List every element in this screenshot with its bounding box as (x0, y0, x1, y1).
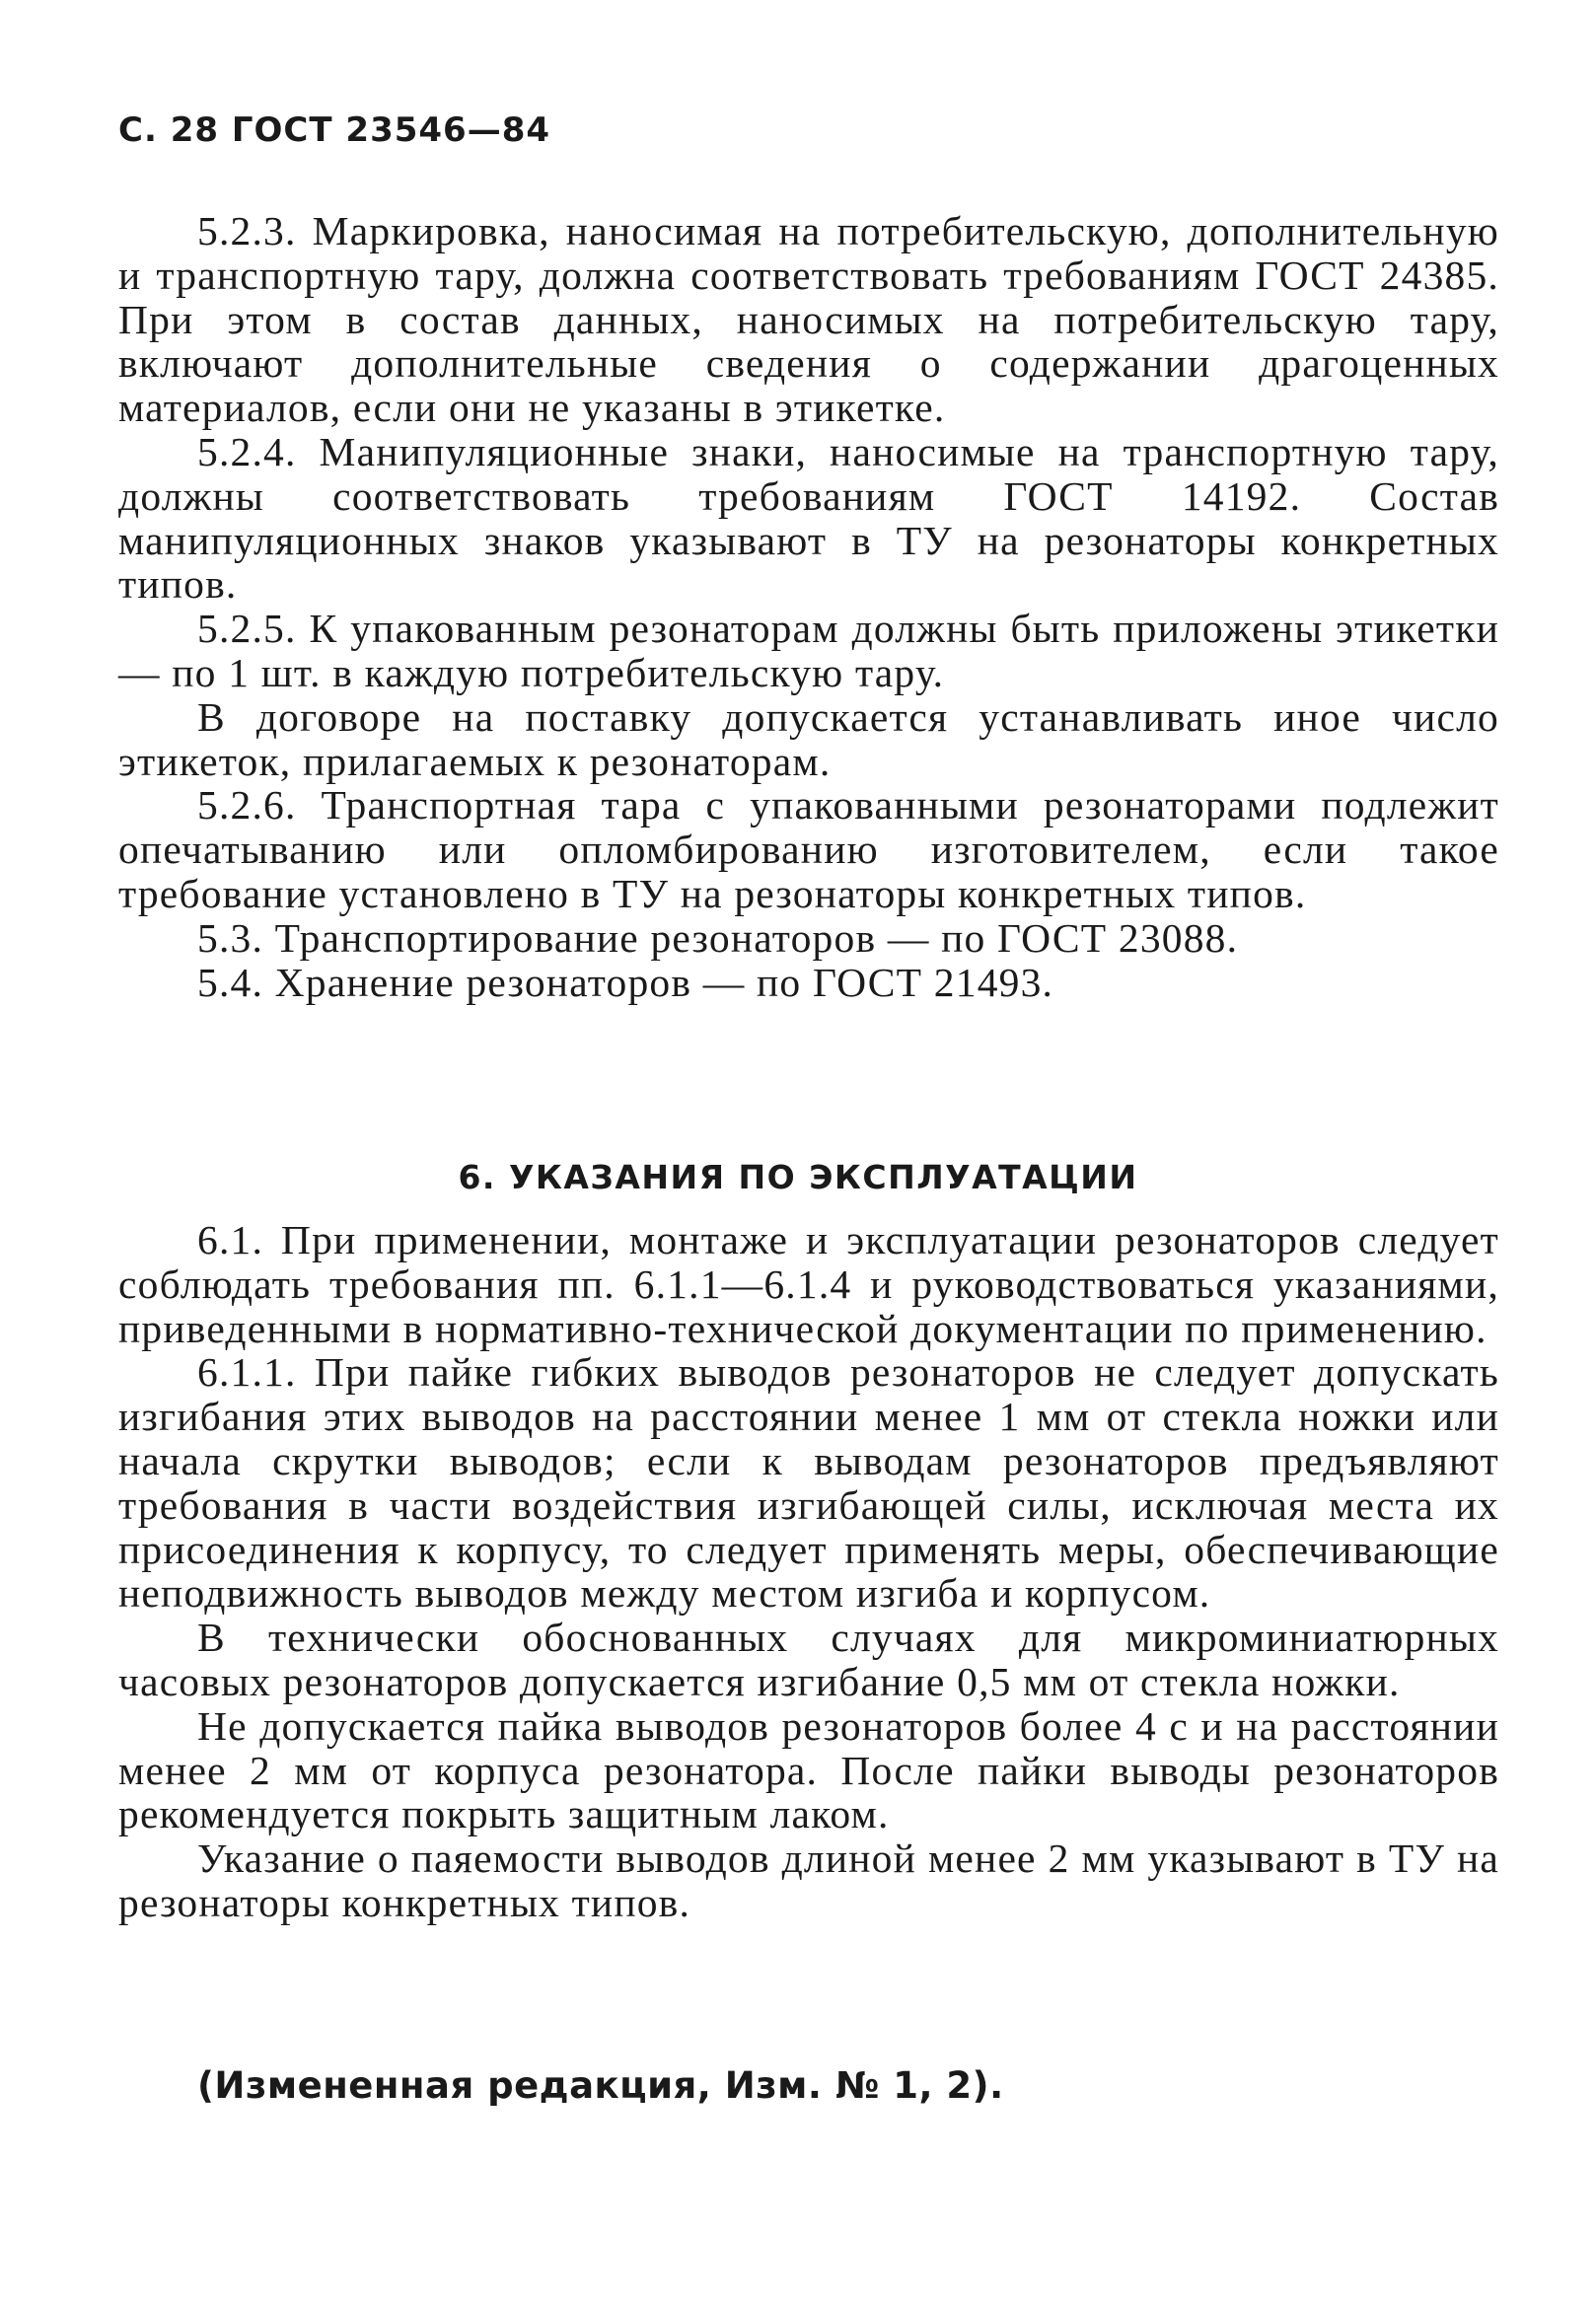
paragraph-5-2-4: 5.2.4. Манипуляционные знаки, наносимые на транспортную тару, должны соответствовать требованиям ГОСТ 14192. Состав манипуляционных знаков указывают в ТУ на резонаторы конкретных типов. (118, 428, 1499, 608)
section-6-text (118, 1218, 1499, 1925)
paragraph-5-2-5-contract: В договоре на поставку допускается устанавливать иное число этикеток, прилагаемых к резонаторам. (118, 693, 1499, 784)
paragraph-6-1-1-micro: В технически обоснованных случаях для микроминиатюрных часовых резонаторов допускается изгибание 0,5 мм от стекла ножки. (118, 1615, 1499, 1704)
paragraph-5-2-5: 5.2.5. К упакованным резонаторам должны быть приложены этикетки — по 1 шт. в каждую потребительскую тару. (118, 606, 1499, 695)
paragraph-6-1-1: 6.1.1. При пайке гибких выводов резонаторов не следует допускать изгибания этих выводов на расстоянии менее 1 мм от стекла ножки или начала скрутки выводов; если к выводам резонаторов предъявляют требования в части воздействия изгибающей силы, исключая места их присоединения к корпусу, то следует применять меры, обеспечивающие неподвижность выводов между местом изгиба и корпусом. (118, 1349, 1499, 1617)
paragraph-5-3: 5.3. Транспортирование резонаторов — по ГОСТ 23088. (197, 914, 1239, 961)
paragraph-6-1-1-solderability: Указание о паяемости выводов длиной менее 2 мм указывают в ТУ на резонаторы конкретных типов. (118, 1835, 1499, 1925)
amendment-note: (Измененная редакция, Изм. № 1, 2). (197, 2064, 1004, 2107)
page-header: С. 28 ГОСТ 23546—84 (118, 110, 551, 150)
paragraph-6-1: 6.1. При применении, монтаже и эксплуатации резонаторов следует соблюдать требования пп. 6.1.1—6.1.4 и руководствоваться указаниями, приведенными в нормативно-технической документации по применению. (118, 1217, 1499, 1351)
section-6-title: 6. УКАЗАНИЯ ПО ЭКСПЛУАТАЦИИ (458, 1158, 1138, 1196)
paragraph-5-2-6: 5.2.6. Транспортная тара с упакованными резонаторами подлежит опечатыванию или опломбированию изготовителем, если такое требование установлено в ТУ на резонаторы конкретных типов. (118, 782, 1499, 916)
paragraph-5-4: 5.4. Хранение резонаторов — по ГОСТ 21493. (197, 959, 1054, 1005)
section-5-text (118, 209, 1499, 1004)
paragraph-6-1-1-soldering: Не допускается пайка выводов резонаторов более 4 с и на расстоянии менее 2 мм от корпуса резонатора. После пайки выводы резонаторов рекомендуется покрыть защитным лаком. (118, 1702, 1499, 1837)
paragraph-5-2-3: 5.2.3. Маркировка, наносимая на потребительскую, дополнительную и транспортную тару, должна соответствовать требованиям ГОСТ 24385. При этом в состав данных, наносимых на потребительскую тару, включают дополнительные сведения о содержании драгоценных материалов, если они не указаны в этикетке. (118, 208, 1499, 431)
